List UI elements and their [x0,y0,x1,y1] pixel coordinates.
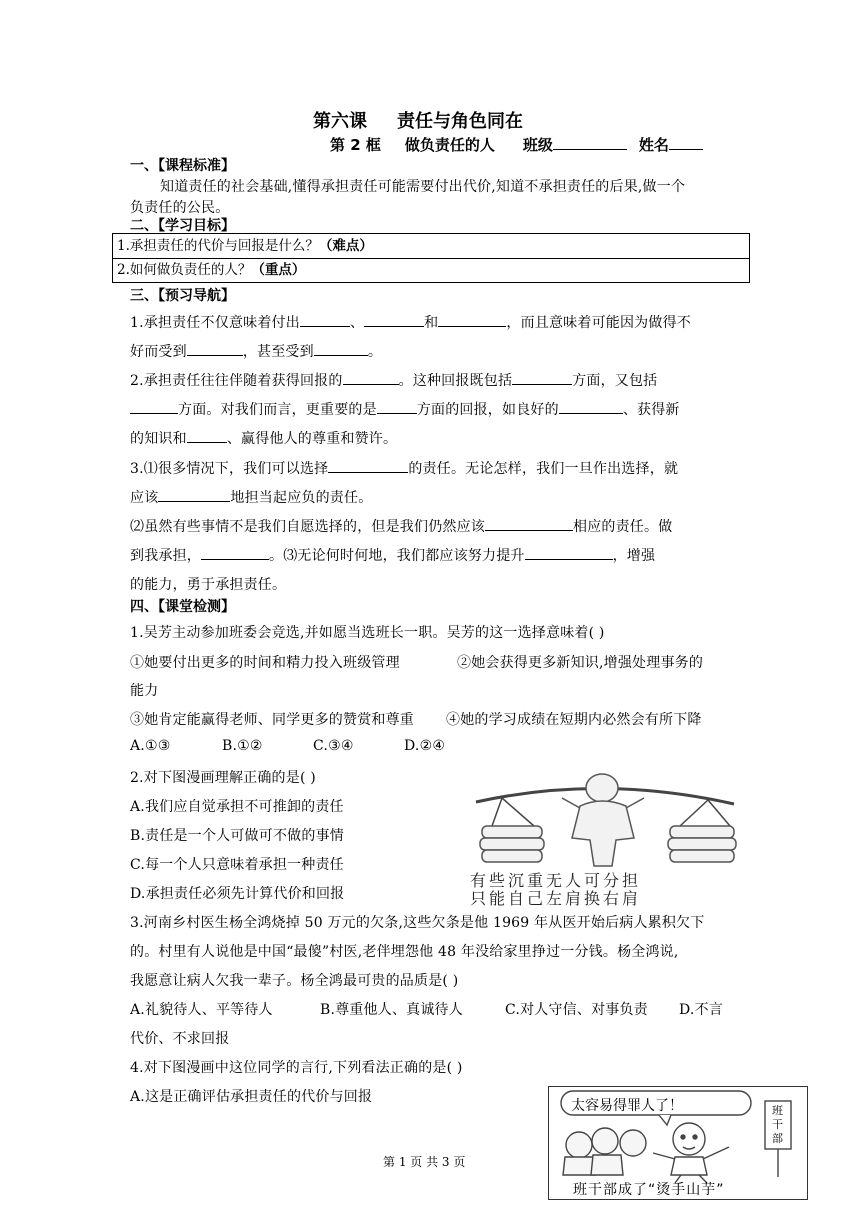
blank[interactable] [377,399,417,414]
name-blank[interactable] [669,135,703,150]
cartoon2-speech-bubble: 太容易得罪人了！ [571,1098,683,1114]
name-label: 姓名 [638,136,669,154]
q1-choice-b[interactable]: B.①② [222,738,263,754]
q2-choice-b[interactable]: B.责任是一个人可做可不做的事情 [130,828,344,844]
standard-line-2: 负责任的公民。 [130,200,230,216]
q3-choice-a[interactable]: A.礼貌待人、平等待人 [130,1002,273,1018]
blank[interactable] [130,399,178,414]
class-label: 班级 [522,136,553,154]
blank[interactable] [525,545,613,560]
q4-stem: 4.对下图漫画中这位同学的言行,下列看法正确的是( ) [130,1060,463,1076]
cartoon2-sign: 班干部 [772,1104,783,1145]
preview-p3-line5: 的能力，勇于承担责任。 [130,577,287,593]
q1-option-1: ①她要付出更多的时间和精力投入班级管理 [130,655,400,671]
blank[interactable] [485,516,573,531]
shoulder-pole-illustration [462,768,752,870]
section-heading-preview: 三、【预习导航】 [130,288,235,304]
blank[interactable] [328,458,408,473]
goal-row-2: 2.如何做负责任的人？（重点） [117,262,306,278]
q2-stem: 2.对下图漫画理解正确的是( ) [130,770,316,786]
blank[interactable] [364,312,424,327]
q3-line2: 的。村里有人说他是中国“最傻”村医,老伴埋怨他 48 年没给家里挣过一分钱。杨全鸿说, [130,944,679,960]
q1-option-4: ④她的学习成绩在短期内必然会有所下降 [446,712,702,728]
blank[interactable] [559,399,623,414]
blank[interactable] [343,370,399,385]
blank[interactable] [187,341,243,356]
q2-choice-d[interactable]: D.承担责任必须先计算代价和回报 [130,886,345,902]
cartoon-class-cadre [548,1086,808,1200]
goals-table [112,233,750,283]
cartoon-shoulder-pole [462,768,752,908]
preview-p3-line2: 应该 地担当起应负的责任。 [130,487,372,507]
blank[interactable] [158,487,230,502]
q3-choice-d[interactable]: D.不言 [679,1002,723,1018]
blank[interactable] [438,312,506,327]
blank[interactable] [512,370,572,385]
blank[interactable] [187,428,227,443]
preview-p2-line1: 2.承担责任往往伴随着获得回报的 。这种回报既包括 方面，又包括 [130,370,657,390]
q1-choice-a[interactable]: A.①③ [130,738,171,754]
section-heading-standard: 一、【课程标准】 [130,158,235,174]
q1-option-2: ②她会获得更多新知识,增强处理事务的 [457,655,704,671]
preview-p3-line1: 3.⑴很多情况下，我们可以选择 的责任。无论怎样，我们一旦作出选择，就 [130,458,678,478]
q3-line1: 3.河南乡村医生杨全鸿烧掉 50 万元的欠条,这些欠条是他 1969 年从医开始后病人累积欠下 [130,915,705,931]
section-heading-goals: 二、【学习目标】 [130,218,235,234]
q1-choice-d[interactable]: D.②④ [404,738,446,754]
q3-choice-b[interactable]: B.尊重他人、真诚待人 [320,1002,463,1018]
goal-row-1: 1.承担责任的代价与回报是什么？（难点） [113,234,749,259]
blank[interactable] [314,341,368,356]
class-blank[interactable] [553,135,627,150]
q1-choice-c[interactable]: C.③④ [313,738,354,754]
preview-p2-line2: 方面。对我们而言，更重要的是 方面的回报，如良好的 、获得新 [130,399,680,419]
preview-p2-line3: 的知识和 、赢得他人的尊重和赞许。 [130,428,397,448]
standard-line-1: 知道责任的社会基础,懂得承担责任可能需要付出代价,知道不承担责任的后果,做一个 [160,179,686,195]
q1-stem: 1.吴芳主动参加班委会竞选,并如愿当选班长一职。吴芳的这一选择意味着( ) [130,625,605,641]
blank[interactable] [300,312,350,327]
q3-line3: 我愿意让病人欠我一辈子。杨全鸿最可贵的品质是( ) [130,973,459,989]
lesson-title: 第六课 责任与角色同在 [313,111,523,132]
cartoon1-caption-line2: 只能自己左肩换右肩 [470,889,642,908]
cartoon1-caption-line1: 有些沉重无人可分担 [470,871,642,890]
q3-choice-c[interactable]: C.对人守信、对事负责 [505,1002,648,1018]
preview-p3-line4: 到我承担， 。⑶无论何时何地，我们都应该努力提升 ，增强 [130,545,655,565]
q4-choice-a[interactable]: A.这是正确评估承担责任的代价与回报 [130,1089,373,1105]
q1-option-2-cont: 能力 [130,683,159,699]
preview-p3-line3: ⑵虽然有些事情不是我们自愿选择的，但是我们仍然应该 相应的责任。做 [130,516,672,536]
preview-p1-line2: 好而受到 ，甚至受到 。 [130,341,382,361]
page-footer: 第 1 页 共 3 页 [383,1155,466,1169]
q3-choice-d-cont: 代价、不求回报 [130,1031,230,1047]
q2-choice-c[interactable]: C.每一个人只意味着承担一种责任 [130,857,344,873]
q2-choice-a[interactable]: A.我们应自觉承担不可推卸的责任 [130,799,344,815]
preview-p1-line1: 1.承担责任不仅意味着付出 、 和 ，而且意味着可能因为做得不 [130,312,691,332]
section-heading-check: 四、【课堂检测】 [130,599,235,615]
blank[interactable] [201,545,269,560]
cartoon2-caption: 班干部成了“烫手山芋” [573,1182,725,1198]
q1-option-3: ③她肯定能赢得老师、同学更多的赞赏和尊重 [130,712,414,728]
lesson-subtitle: 第 2 框 做负责任的人 班级 姓名 [330,134,703,155]
